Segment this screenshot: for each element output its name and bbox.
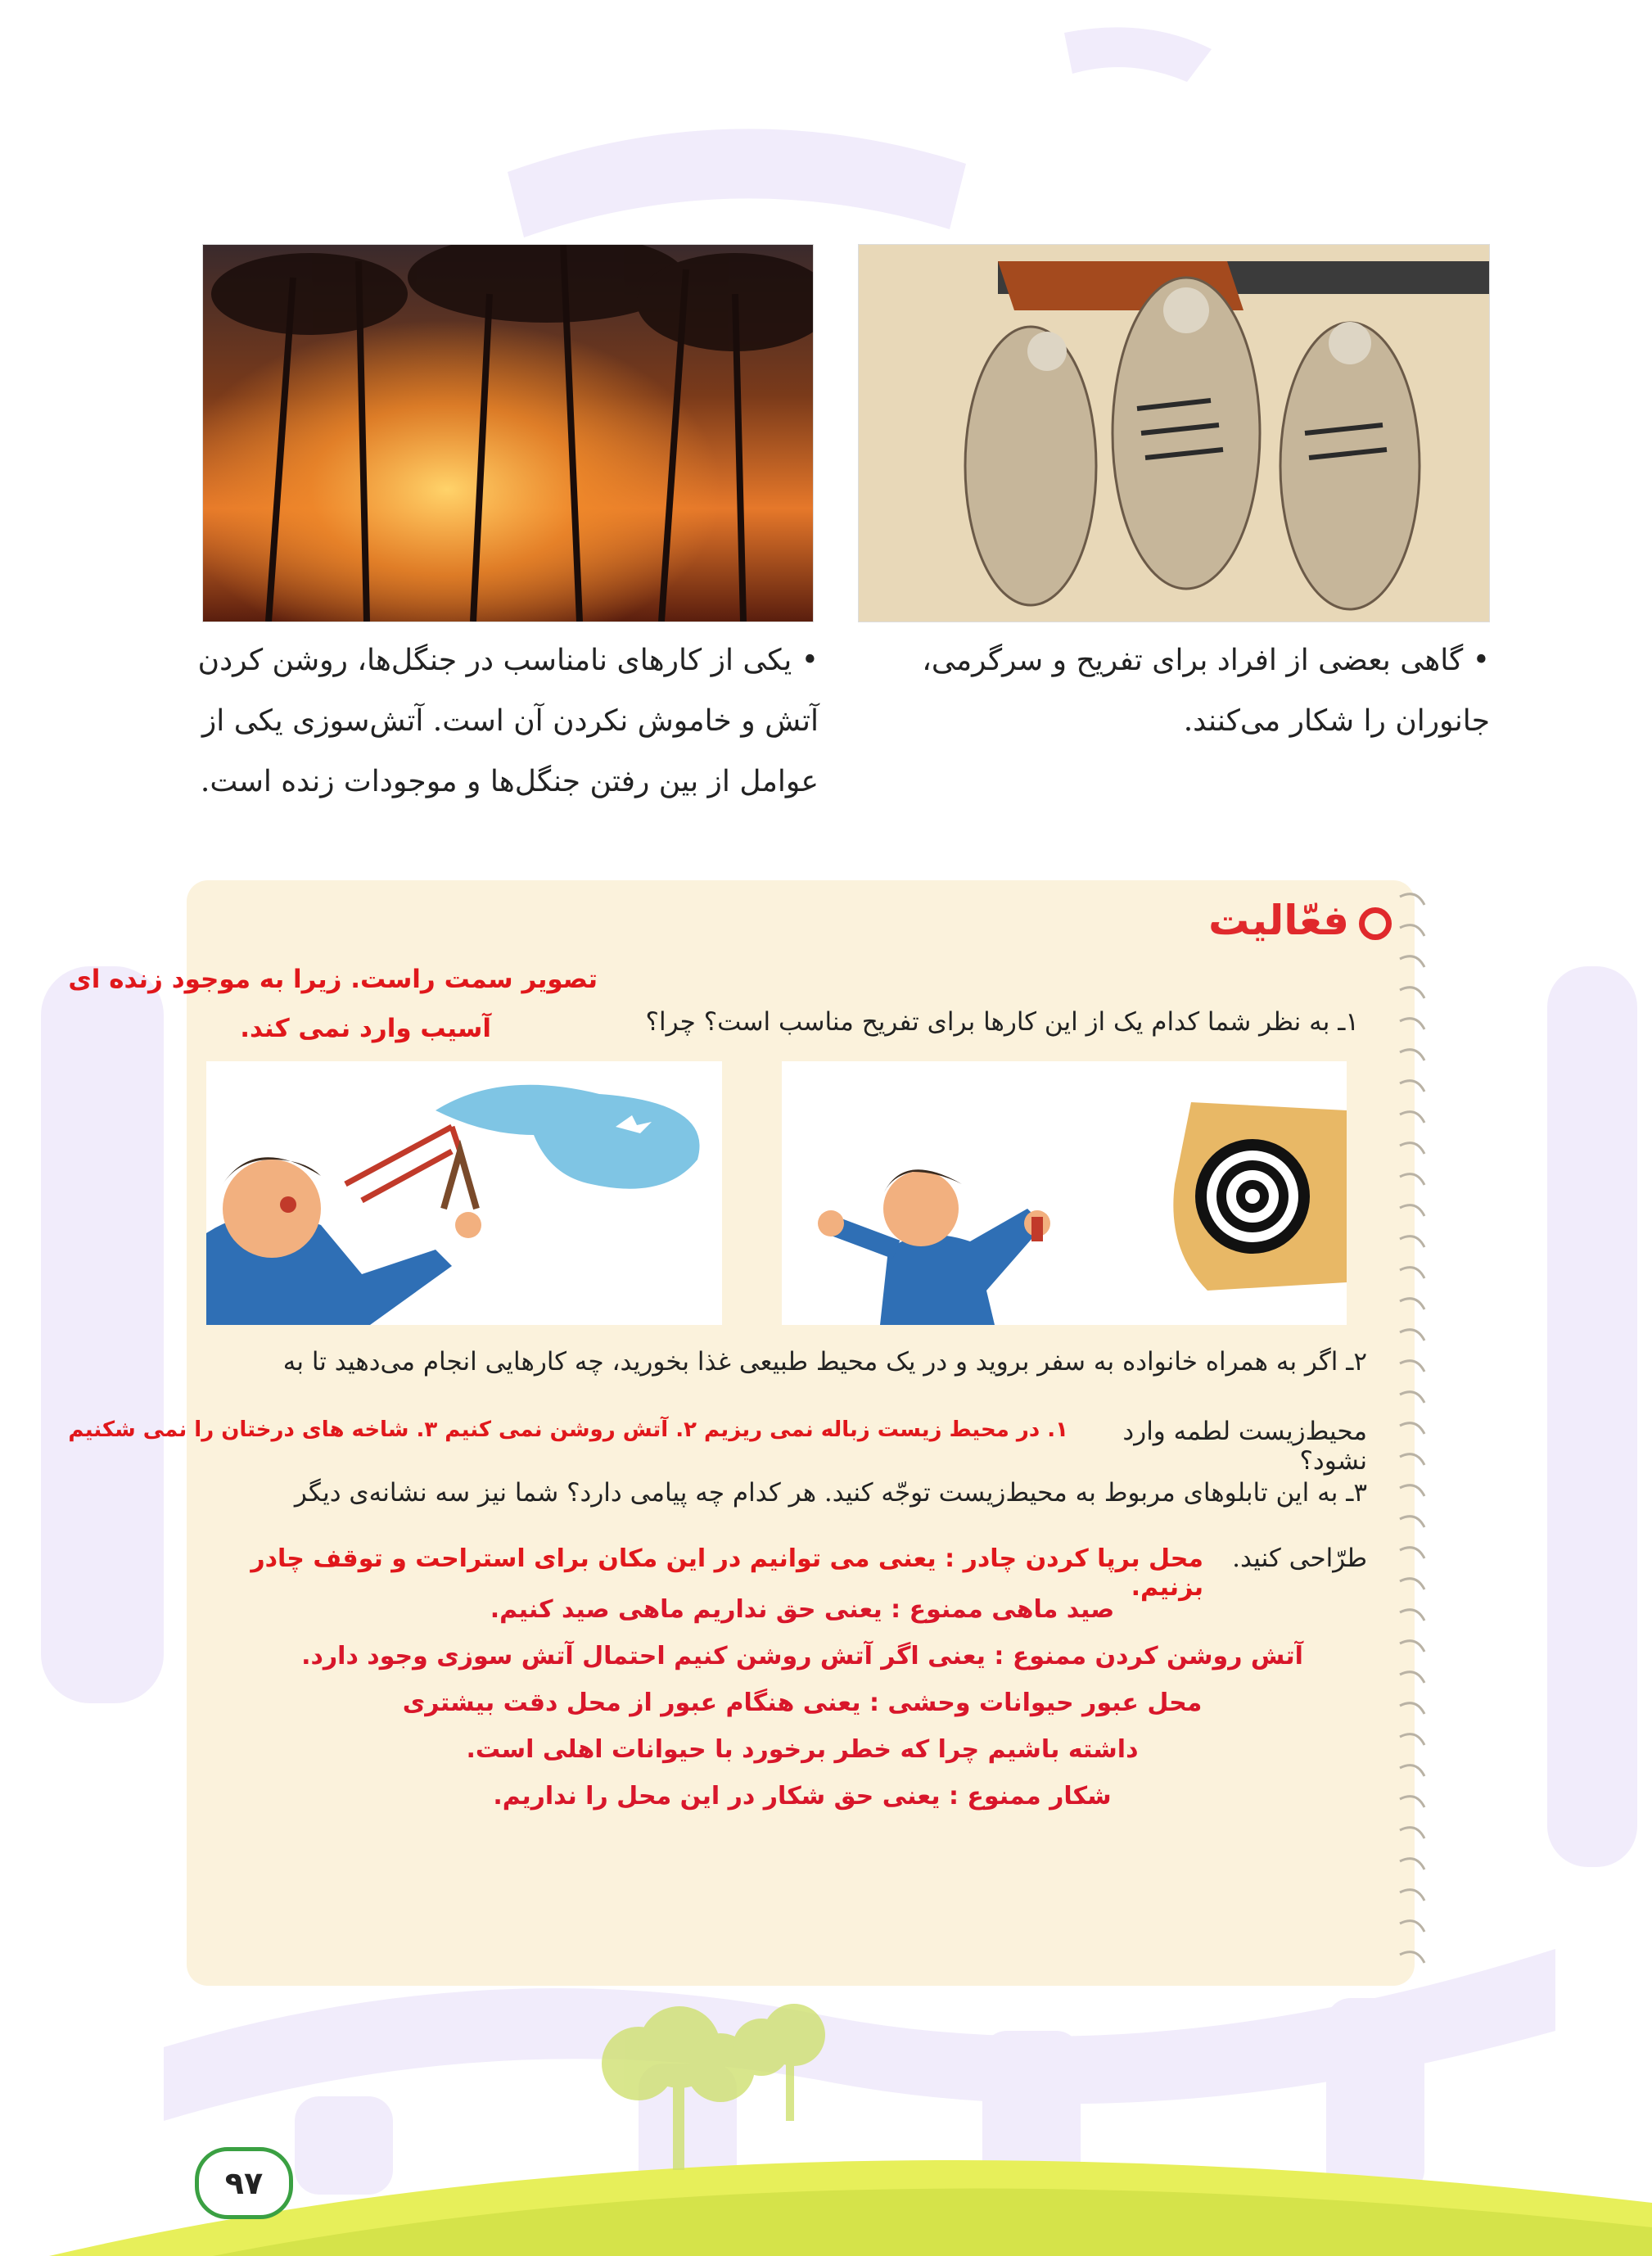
activity-title [1146, 897, 1392, 954]
answer-3-line-4: محل عبور حیوانات وحشی : یعنی هنگام عبور از محل دقت بیشتری [402, 1689, 1203, 1717]
forest-fire-photo [202, 244, 814, 622]
slingshot-illustration [206, 1061, 722, 1325]
answer-3-line-6: شکار ممنوع : یعنی حق شکار در این محل را نداریم. [493, 1782, 1112, 1811]
answer-2: ۱. در محیط زیست زباله نمی ریزیم ۲. آتش روشن نمی کنیم ۳. شاخه های درختان را نمی شکنیم [68, 1417, 1068, 1442]
question-3-line-2: طرّاحی کنید. [1232, 1544, 1367, 1573]
answer-1-line-1: تصویر سمت راست. زیرا به موجود زنده ای [68, 965, 598, 994]
caption-forest-fire: • یکی از کارهای نامناسب در جنگل‌ها، روشن کردن آتش و خاموش نکردن آن است. آتش‌سوزی یکی از عوامل از بین رفتن جنگل‌ها و موجودات زنده است. [197, 644, 819, 798]
target-throwing-illustration [782, 1061, 1347, 1325]
activity-title-text: فعّالیت [1208, 897, 1349, 944]
answer-1-line-2: آسیب وارد نمی کند. [240, 1014, 491, 1043]
activity-ring-icon [1359, 907, 1392, 940]
question-2-line-2: محیط‌زیست لطمه وارد نشود؟ [1122, 1417, 1367, 1476]
answer-3-line-1: محل برپا کردن چادر : یعنی می توانیم در این مکان برای استراحت و توقف چادر بزنیم. [251, 1544, 1203, 1602]
caption-hunting: • گاهی بعضی از افراد برای تفریح و سرگرمی، جانوران را شکار می‌کنند. [922, 644, 1490, 738]
question-2-line-1: ۲ـ اگر به همراه خانواده به سفر بروید و در یک محیط طبیعی غذا بخورید، چه کارهایی انجام می‌دهید تا به [282, 1347, 1367, 1377]
page-number: ۹۷ [195, 2147, 293, 2219]
question-3-line-1: ۳ـ به این تابلوهای مربوط به محیط‌زیست توجّه کنید. هر کدام چه پیامی دارد؟ شما نیز سه نشانه‌ی دیگر [294, 1478, 1367, 1508]
answer-3-line-5: داشته باشیم چرا که خطر برخورد با حیوانات اهلی است. [466, 1735, 1139, 1764]
answer-3-line-2: صید ماهی ممنوع : یعنی حق نداریم ماهی صید کنیم. [490, 1595, 1115, 1624]
answer-3-line-3: آتش روشن کردن ممنوع : یعنی اگر آتش روشن کنیم احتمال آتش سوزی وجود دارد. [301, 1642, 1303, 1671]
question-1: ۱ـ به نظر شما کدام یک از این کارها برای تفریح مناسب است؟ چرا؟ [645, 1007, 1359, 1037]
notebook-spiral [1392, 880, 1433, 1986]
hunted-partridges-photo [858, 244, 1490, 622]
